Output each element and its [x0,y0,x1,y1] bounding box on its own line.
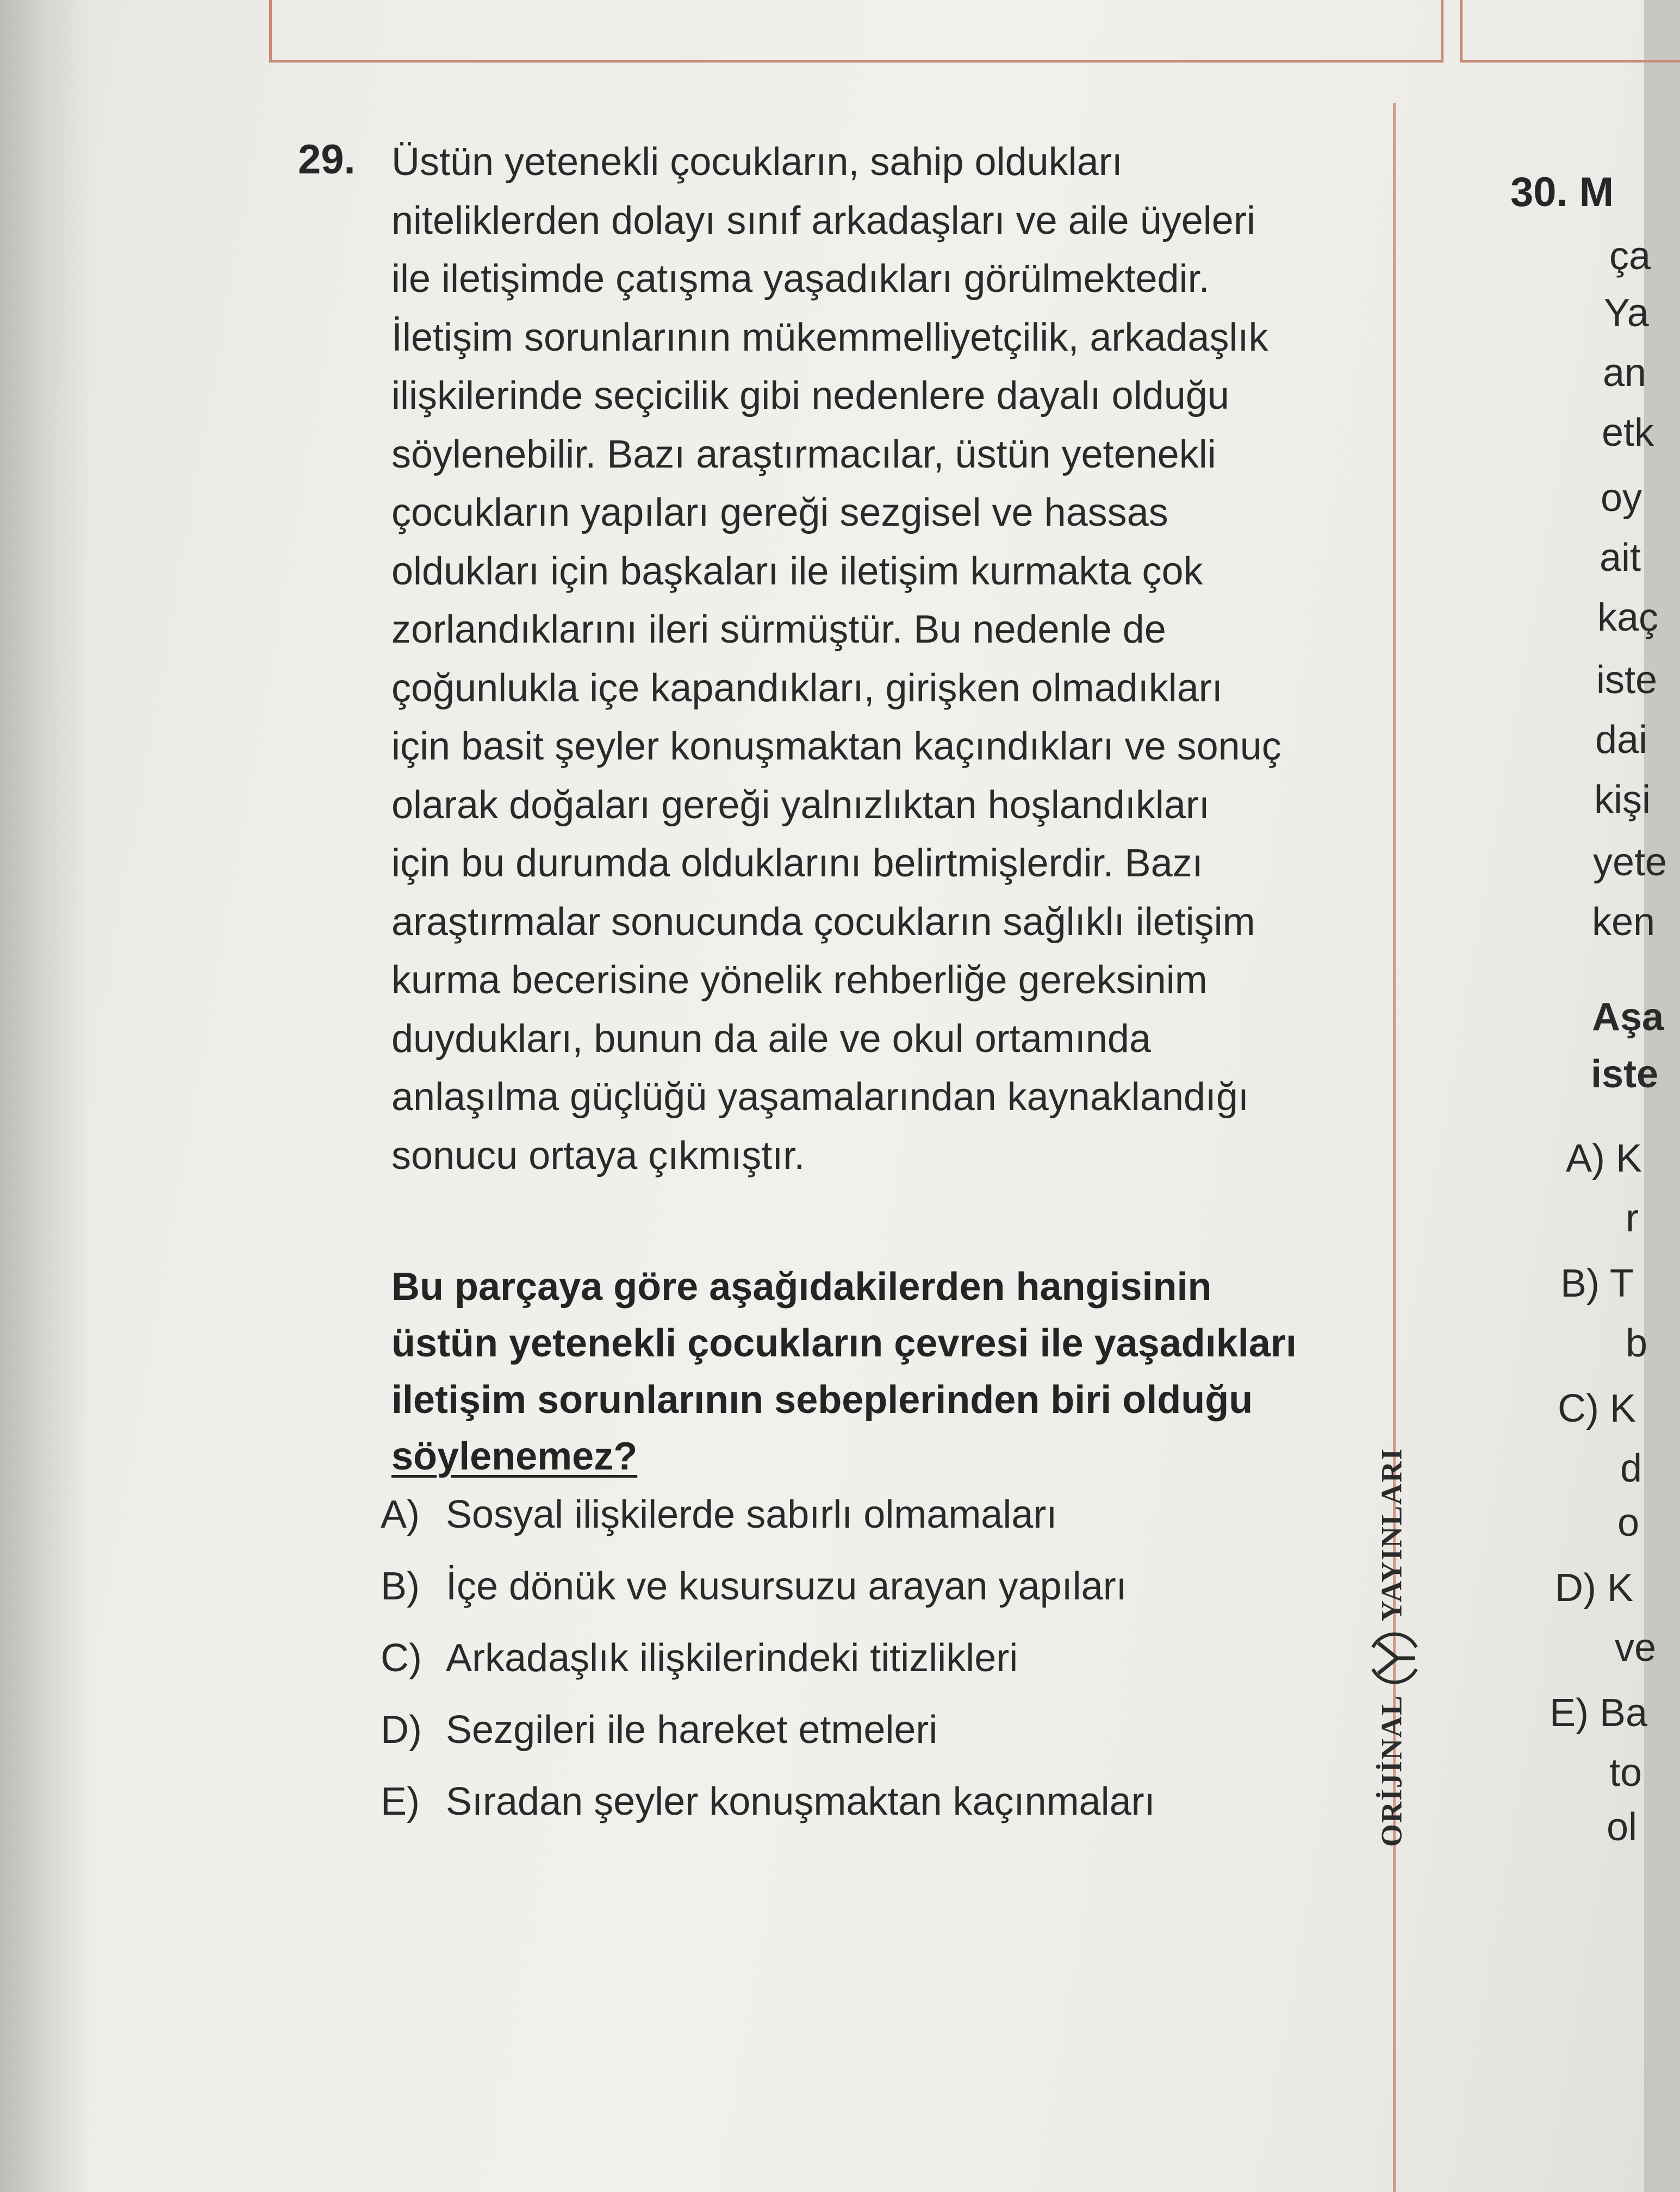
option-letter: A) [1566,1137,1605,1180]
publisher-name-right: YAYINLARI [1375,1447,1408,1622]
q30-stem-fragment: Aşa [1592,995,1664,1039]
q30-fragment: kaç [1597,596,1659,639]
passage-line: araştırmalar sonucunda çocukların sağlıklı iletişim [391,900,1255,944]
question-30-column [1591,0,1667,2192]
q30-fragment: ait [1600,536,1641,580]
option-fragment: K [1607,1566,1634,1610]
option-letter: E) [381,1780,420,1823]
passage-line: söylenebilir. Bazı araştırmacılar, üstün yetenekli [391,432,1216,476]
q30-option-fragment: to [1609,1751,1642,1795]
q30-fragment: dai [1595,718,1648,762]
passage-line: kurma becerisine yönelik rehberliğe gereksinim [391,958,1208,1002]
option-e[interactable] [381,1766,1155,1838]
option-letter: C) [381,1636,422,1680]
option-letter: A) [381,1493,420,1536]
option-letter: B) [1560,1262,1600,1305]
q30-option-c[interactable] [1558,1386,1636,1431]
q30-option-d[interactable] [1555,1566,1633,1610]
q30-option-fragment: d [1620,1447,1642,1490]
stem-negation-word: söylenemez? [391,1435,638,1478]
option-fragment: K [1610,1387,1637,1430]
q30-option-b[interactable] [1560,1261,1634,1306]
stem-line: üstün yetenekli çocukların çevresi ile yaşadıkları [391,1322,1297,1365]
y-emblem-icon [1367,1631,1422,1686]
option-letter: D) [1555,1566,1596,1610]
q30-fragment: iste [1596,658,1658,702]
option-fragment: K [1616,1137,1642,1180]
q30-fragment: ça [1609,234,1651,278]
q30-option-fragment: ve [1615,1626,1657,1670]
passage-line: ilişkilerinde seçicilik gibi nedenlere dayalı olduğu [391,374,1229,418]
q30-option-a[interactable] [1566,1136,1642,1181]
option-fragment: T [1609,1262,1634,1305]
page-edge-shadow [0,0,92,2192]
q30-fragment: ken [1592,900,1656,944]
q30-fragment: etk [1602,411,1654,454]
option-fragment: Ba [1600,1691,1648,1735]
passage-line: için basit şeyler konuşmaktan kaçındıkları ve sonuç [391,725,1281,768]
option-b[interactable] [381,1550,1155,1622]
question-29-stem [391,1259,1359,1485]
question-30-number: 30. M [1510,169,1614,215]
q30-option-fragment: o [1617,1501,1640,1545]
passage-line: çocukların yapıları gereği sezgisel ve hassas [391,491,1168,534]
q30-fragment: oy [1601,476,1642,520]
q30-option-fragment: r [1626,1197,1639,1240]
passage-line: duydukları, bunun da aile ve okul ortamında [391,1017,1151,1061]
passage-line: olarak doğaları gereği yalnızlıktan hoşlandıkları [391,783,1210,827]
q30-stem-fragment: iste [1591,1053,1659,1096]
option-text: Sıradan şeyler konuşmaktan kaçınmaları [446,1780,1155,1823]
option-text: Arkadaşlık ilişkilerindeki titizlikleri [446,1636,1018,1680]
option-d[interactable] [381,1694,1155,1766]
passage-line: niteliklerden dolayı sınıf arkadaşları ve aile üyeleri [391,198,1255,242]
publisher-name-left: ORİJİNAL [1375,1696,1408,1847]
passage-line: için bu durumda olduklarını belirtmişlerdir. Bazı [391,842,1203,885]
q30-fragment: Ya [1604,291,1649,335]
option-a[interactable] [381,1479,1155,1550]
q30-option-fragment: b [1626,1322,1648,1365]
passage-line: İletişim sorunlarının mükemmelliyetçilik, arkadaşlık [391,315,1268,359]
passage-line: oldukları için başkaları ile iletişim kurmakta çok [391,549,1203,593]
passage-line: Üstün yetenekli çocukların, sahip oldukları [391,140,1123,184]
passage-line: sonucu ortaya çıkmıştır. [391,1134,805,1178]
option-text: İçe dönük ve kusursuzu arayan yapıları [446,1565,1127,1608]
option-letter: E) [1550,1691,1589,1735]
passage-line: ile iletişimde çatışma yaşadıkları görülmektedir. [391,257,1210,301]
option-letter: D) [381,1708,422,1752]
stem-line: iletişim sorunlarının sebeplerinden biri olduğu [391,1378,1253,1422]
publisher-logo-text [1367,1448,1422,1847]
passage-line: çoğunlukla içe kapandıkları, girişken olmadıkları [391,666,1223,710]
question-29-options [381,1479,1155,1838]
question-29-number: 29. [298,136,356,183]
option-text: Sosyal ilişkilerde sabırlı olmamaları [446,1493,1057,1536]
stem-line: Bu parçaya göre aşağıdakilerden hangisinin [391,1265,1212,1309]
passage-line: anlaşılma güçlüğü yaşamalarından kaynaklandığı [391,1075,1249,1119]
q30-fragment: yete [1593,840,1667,884]
question-29-passage [391,133,1359,1185]
top-answer-box [269,0,1443,63]
option-text: Sezgileri ile hareket etmeleri [446,1708,938,1752]
q30-option-fragment: ol [1607,1805,1638,1849]
passage-line: zorlandıklarını ileri sürmüştür. Bu nedenle de [391,608,1166,651]
option-letter: B) [381,1565,420,1608]
option-c[interactable] [381,1622,1155,1694]
publisher-logo [1340,1413,1449,1881]
stem-line [391,1428,1359,1485]
q30-fragment: kişi [1594,778,1651,821]
q30-option-e[interactable] [1550,1691,1647,1735]
q30-fragment: an [1603,351,1647,395]
option-letter: C) [1558,1387,1599,1430]
